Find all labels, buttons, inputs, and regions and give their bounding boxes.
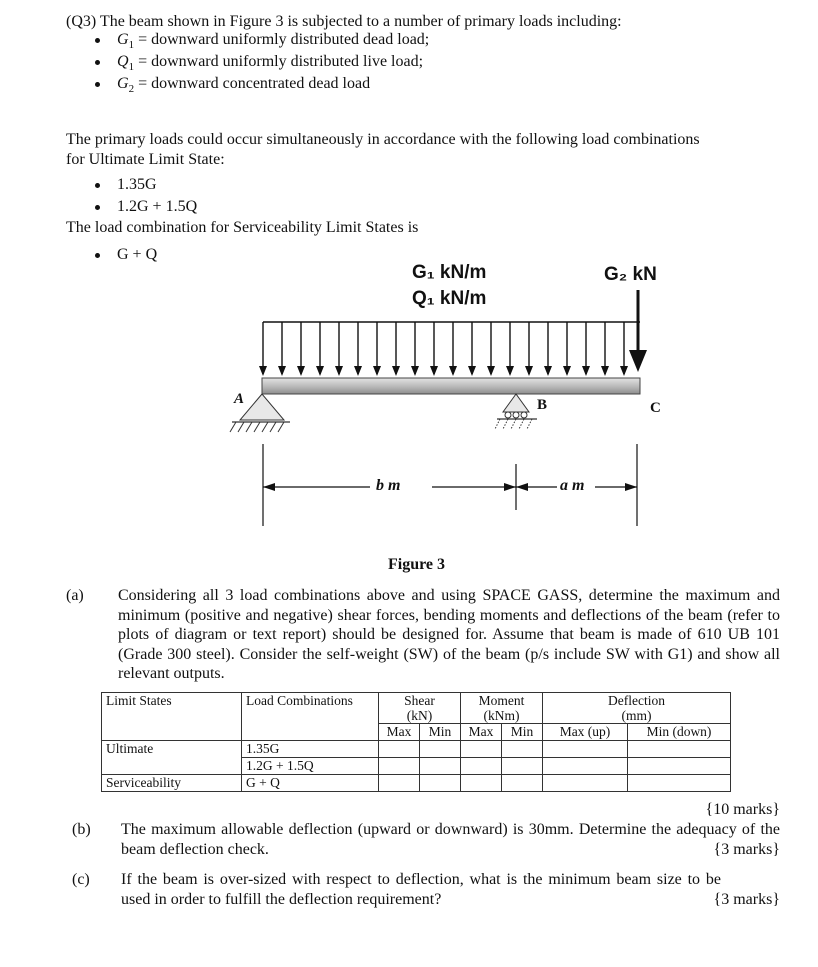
th-defl-min-down: Min (down): [628, 724, 731, 741]
part-a-marks: {10 marks}: [705, 801, 780, 818]
part-c-text: If the beam is over-sized with respect to deflection, what is the minimum beam size to be used in order to fulfill the deflection requirement?: [121, 871, 721, 908]
part-b-marks: {3 marks}: [713, 841, 780, 858]
load-item-g2: $G_2$ = downward concentrated dead load: [117, 75, 371, 96]
th-moment-max: Max: [461, 724, 502, 741]
results-table: [101, 692, 731, 792]
support-a-pin: [240, 394, 284, 420]
sls-combo-1: G + Q: [117, 246, 158, 263]
beam: [262, 378, 640, 394]
label-g2: G₂ kN: [604, 264, 657, 285]
th-moment-min: Min: [502, 724, 543, 741]
row-ultimate: Ultimate: [102, 741, 242, 775]
uls-combo-1: 1.35G: [117, 176, 157, 193]
point-load-arrowhead: [629, 350, 647, 372]
figure-caption: Figure 3: [388, 556, 446, 573]
support-b-roller: [503, 394, 529, 412]
part-b-text: The maximum allowable deflection (upward or downward) is 30mm. Determine the adequacy of the beam deflection check.: [121, 821, 780, 858]
combo-cell: 1.35G: [242, 741, 379, 758]
row-serviceability: Serviceability: [102, 775, 242, 792]
combo-intro-line2: for Ultimate Limit State:: [66, 151, 225, 168]
label-support-a: A: [234, 391, 245, 407]
combo-cell: G + Q: [242, 775, 379, 792]
th-defl-max-up: Max (up): [543, 724, 628, 741]
part-a-text: Considering all 3 load combinations above and using SPACE GASS, determine the maximum and minimum (positive and negative) shear forces, bending moments and deflections of the beam (refer to plots of diagram or text report) should be designed for. Assume that beam is made of 610 UB 101 (Grade 300 steel). Consider the self-weight (SW) of the beam (p/s include SW with G1) and show all relevant outputs.: [118, 587, 780, 682]
label-dim-a: a m: [560, 477, 585, 494]
sls-intro: The load combination for Serviceability Limit States is: [66, 219, 419, 236]
label-g1: G₁ kN/m: [412, 262, 487, 283]
label-dim-b: b m: [376, 477, 401, 494]
part-c-label: (c): [72, 871, 90, 888]
udl-arrows: [259, 322, 628, 376]
load-item-g1: $G_1$ = downward uniformly distributed dead load;: [117, 31, 430, 52]
th-shear-min: Min: [420, 724, 461, 741]
load-item-q1: $Q_1$ = downward uniformly distributed live load;: [117, 53, 424, 74]
th-deflection: Deflection (mm): [543, 693, 731, 724]
combo-cell: 1.2G + 1.5Q: [242, 758, 379, 775]
question-intro: (Q3) The beam shown in Figure 3 is subjected to a number of primary loads including:: [66, 13, 622, 30]
th-moment: Moment (kNm): [461, 693, 543, 724]
label-point-c: C: [650, 400, 661, 416]
uls-combo-2: 1.2G + 1.5Q: [117, 198, 198, 215]
part-c-marks: {3 marks}: [713, 891, 780, 908]
label-q1: Q₁ kN/m: [412, 288, 487, 309]
th-shear: Shear (kN): [379, 693, 461, 724]
combo-intro-line1: The primary loads could occur simultaneously in accordance with the following load combinations: [66, 131, 700, 148]
part-a-label: (a): [66, 587, 84, 604]
th-limit-states: Limit States: [102, 693, 242, 741]
th-load-combinations: Load Combinations: [242, 693, 379, 741]
label-support-b: B: [537, 397, 548, 413]
th-shear-max: Max: [379, 724, 420, 741]
part-b-label: (b): [72, 821, 91, 838]
